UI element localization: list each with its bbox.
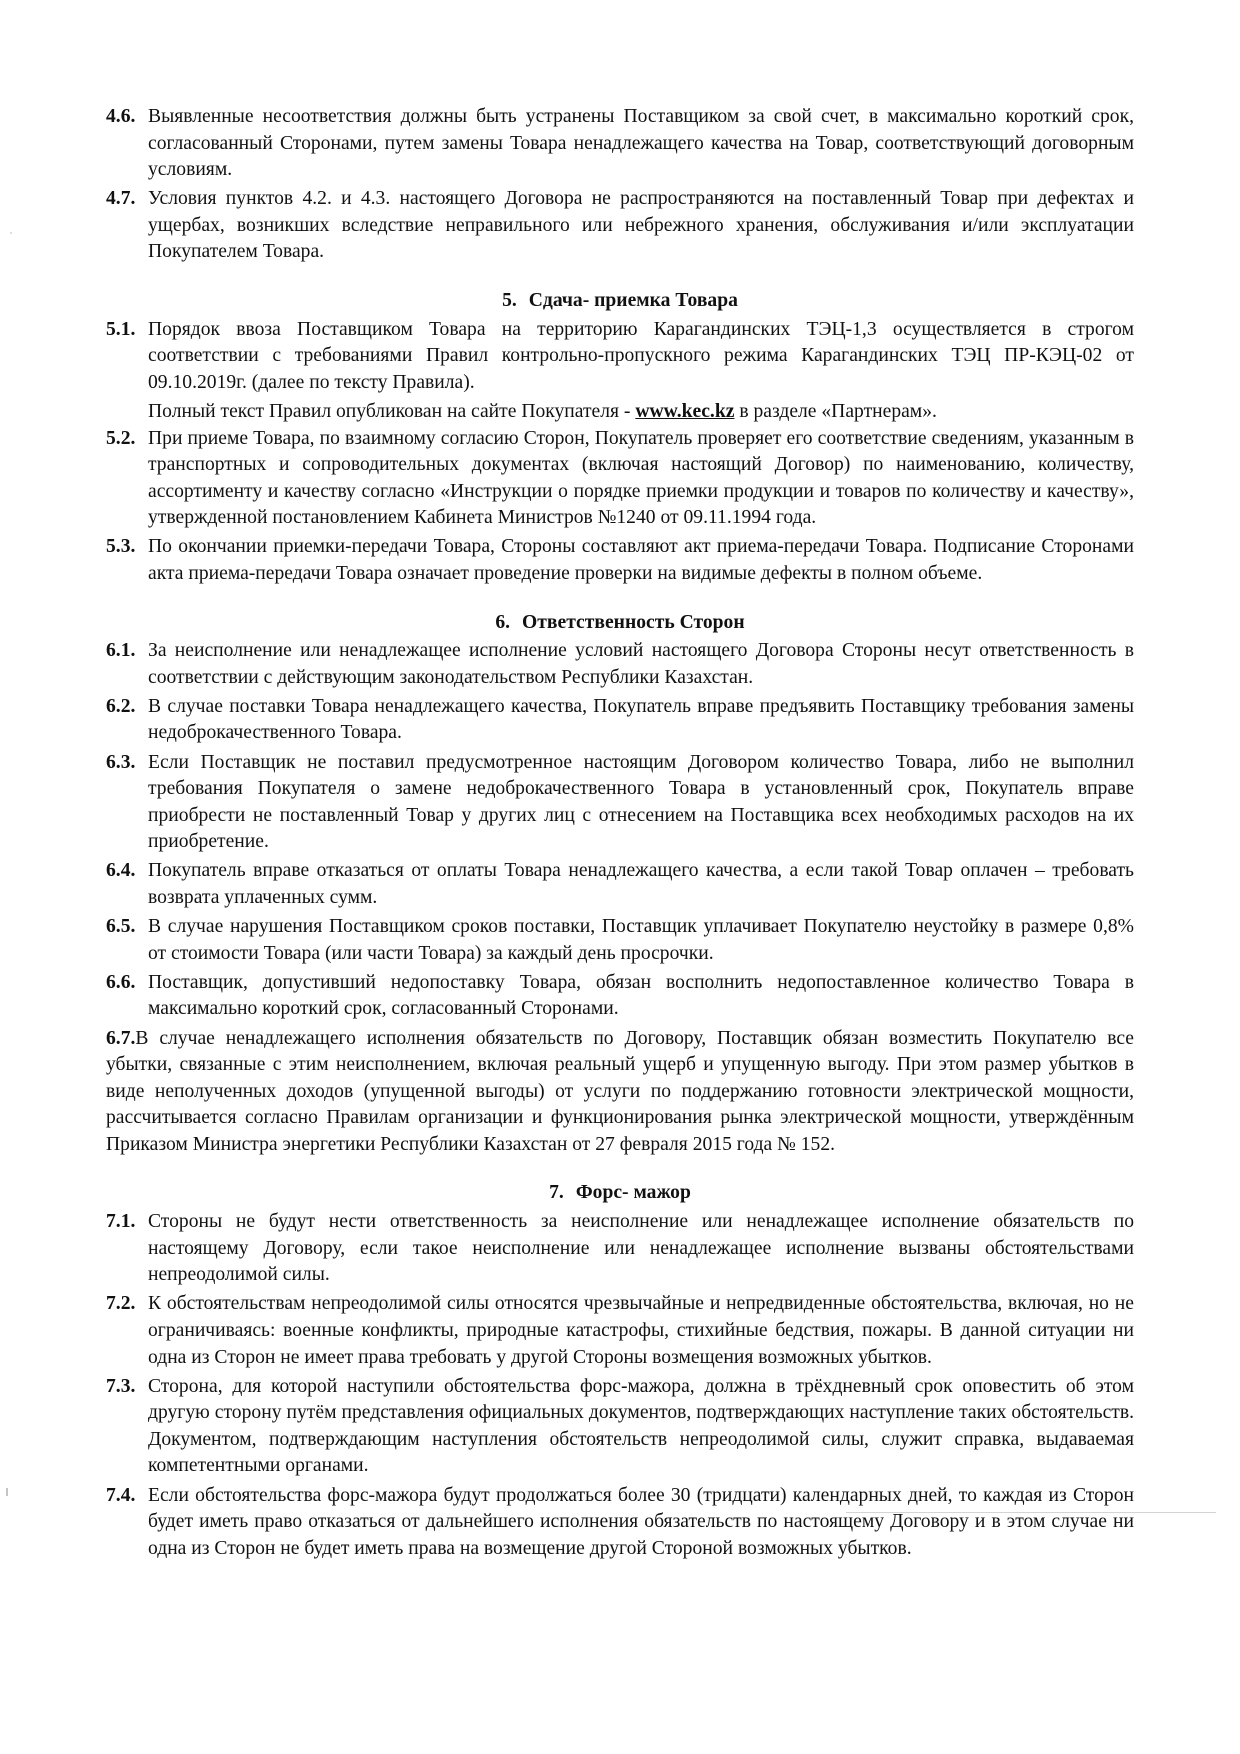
clause-number: 4.6.	[106, 106, 136, 127]
clause-7-1	[106, 1209, 1134, 1289]
clause-5-3	[106, 534, 1134, 587]
website-link[interactable]: www.kec.kz	[635, 400, 735, 422]
clause-6-6	[106, 970, 1134, 1023]
clause-number: 7.4.	[106, 1484, 136, 1506]
clause-text: Порядок ввоза Поставщиком Товара на территорию Карагандинских ТЭЦ-1,3 осуществляется в строгом соответствии с требованиями Правил контрольно-пропускного режима Карагандинских ТЭЦ ПР-КЭЦ-02 от 09.10.2019г. (далее по тексту Правила).	[148, 318, 1134, 393]
rules-note	[106, 399, 1134, 426]
clause-text: В случае ненадлежащего исполнения обязательств по Договору, Поставщик обязан возместить Покупателю все убытки, связанные с этим неисполнением, включая реальный ущерб и упущенную выгоду. При этом размер убытков в виде неполученных доходов (упущенной выгоды) от услуги по поддержанию готовности электрической мощности, рассчитывается согласно Правилам организации и функционирования рынка электрической мощности, утверждённым Приказом Министра энергетики Республики Казахстан от 27 февраля 2015 года № 152.	[106, 1027, 1134, 1155]
clause-text: Если обстоятельства форс-мажора будут продолжаться более 30 (тридцати) календарных дней, то каждая из Сторон будет иметь право отказаться от дальнейшего исполнения обязательств по настоящему Договору и в этом случае ни одна из Сторон не будет иметь права на возмещение другой Стороной возможных убытков.	[148, 1484, 1134, 1559]
clause-number: 7.3.	[106, 1375, 136, 1397]
clause-6-5	[106, 914, 1134, 967]
clause-7-2	[106, 1291, 1134, 1371]
clause-text: При приеме Товара, по взаимному согласию Сторон, Покупатель проверяет его соответствие сведениям, указанным в транспортных и сопроводительных документах (включая настоящий Договор) по наименованию, количеству, ассортименту и качеству согласно «Инструкции о порядке приемки продукции и товаров по количеству и качеству», утвержденной постановлением Кабинета Министров №1240 от 09.11.1994 года.	[148, 427, 1134, 529]
document-body	[106, 104, 1134, 1565]
clause-text: За неисполнение или ненадлежащее исполнение условий настоящего Договора Стороны несут ответственность в соответствии с действующим законодательством Республики Казахстан.	[148, 640, 1134, 688]
scan-dash-line	[846, 1512, 1216, 1513]
clause-number: 6.4.	[106, 860, 136, 882]
clause-number: 5.3.	[106, 536, 136, 558]
clause-number: 6.5.	[106, 916, 136, 938]
clause-text: К обстоятельствам непреодолимой силы относятся чрезвычайные и непредвиденные обстоятельства, включая, но не ограничиваясь: военные конфликты, природные катастрофы, стихийные бедствия, пожары. В данной ситуации ни одна из Сторон не имеет права требовать у другой Стороны возмещения возможных убытков.	[148, 1293, 1134, 1368]
section-heading-7	[106, 1180, 1134, 1207]
clause-6-4	[106, 858, 1134, 911]
clause-number: 5.1.	[106, 318, 136, 340]
clause-6-7	[106, 1026, 1134, 1159]
section-title: Сдача- приемка Товара	[528, 290, 738, 312]
rules-note-suffix: в разделе «Партнерам».	[734, 400, 937, 422]
clause-text: В случае нарушения Поставщиком сроков поставки, Поставщик уплачивает Покупателю неустойку в размере 0,8% от стоимости Товара (или части Товара) за каждый день просрочки.	[148, 916, 1134, 964]
clause-4-6	[106, 104, 1134, 184]
section-heading-5	[106, 288, 1134, 315]
clause-7-3	[106, 1374, 1134, 1480]
scan-speck	[10, 232, 12, 234]
clause-number: 6.3.	[106, 751, 136, 773]
clause-text: Выявленные несоответствия должны быть устранены Поставщиком за свой счет, в максимально короткий срок, согласованный Сторонами, путем замены Товара ненадлежащего качества на Товар, соответствующий договорным условиям.	[148, 106, 1134, 181]
clause-number: 6.2.	[106, 695, 136, 717]
clause-text: Поставщик, допустивший недопоставку Товара, обязан восполнить недопоставленное количество Товара в максимально короткий срок, согласованный Сторонами.	[148, 971, 1134, 1020]
section-title: Форс- мажор	[575, 1182, 691, 1204]
rules-note-prefix: Полный текст Правил опубликован на сайте Покупателя -	[148, 400, 636, 422]
section-number: 5.	[502, 290, 517, 312]
clause-number: 6.1.	[106, 640, 136, 662]
clause-5-2	[106, 426, 1134, 532]
clause-text: Условия пунктов 4.2. и 4.3. настоящего Договора не распространяются на поставленный Товар при дефектах и ущербах, возникших вследствие неправильного или небрежного хранения, обслуживания и/или эксплуатации Покупателем Товара.	[148, 188, 1134, 263]
clause-text: В случае поставки Товара ненадлежащего качества, Покупатель вправе предъявить Поставщику требования замены недоброкачественного Товара.	[148, 695, 1134, 744]
clause-number: 5.2.	[106, 427, 136, 449]
clause-number: 4.7.	[106, 188, 136, 210]
clause-text: Если Поставщик не поставил предусмотренное настоящим Договором количество Товара, либо не выполнил требования Покупателя о замене недоброкачественного Товара в установленный срок, Покупатель вправе приобрести не поставленный Товар у других лиц с отнесением на Поставщика всех необходимых расходов на их приобретение.	[148, 751, 1134, 853]
clause-6-1	[106, 638, 1134, 691]
section-title: Ответственность Сторон	[522, 611, 745, 633]
clause-text: Стороны не будут нести ответственность за неисполнение или ненадлежащее исполнение обязательств по настоящему Договору, если такое неисполнение или ненадлежащее исполнение вызваны обстоятельствами непреодолимой силы.	[148, 1211, 1134, 1286]
clause-number: 7.2.	[106, 1293, 136, 1315]
section-heading-6	[106, 610, 1134, 637]
section-number: 6.	[495, 611, 511, 633]
clause-text: Покупатель вправе отказаться от оплаты Товара ненадлежащего качества, а если такой Товар оплачен – требовать возврата уплаченных сумм.	[148, 860, 1134, 909]
clause-6-3	[106, 750, 1134, 856]
clause-text: Сторона, для которой наступили обстоятельства форс-мажора, должна в трёхдневный срок оповестить об этом другую сторону путём представления официальных документов, подтверждающих наступление таких обстоятельств. Документом, подтверждающим наступления обстоятельств непреодолимой силы, служит справка, выдаваемая компетентными органами.	[148, 1375, 1134, 1477]
clause-6-2	[106, 694, 1134, 747]
scan-speck	[6, 1488, 8, 1496]
clause-4-7	[106, 186, 1134, 266]
clause-number: 6.6.	[106, 971, 136, 993]
clause-text: По окончании приемки-передачи Товара, Стороны составляют акт приема-передачи Товара. Подписание Сторонами акта приема-передачи Товара означает проведение проверки на видимые дефекты в полном объеме.	[148, 536, 1134, 584]
clause-number: 6.7.	[106, 1027, 136, 1049]
clause-5-1	[106, 317, 1134, 397]
section-number: 7.	[549, 1182, 564, 1204]
clause-number: 7.1.	[106, 1211, 136, 1233]
clause-7-4	[106, 1483, 1134, 1563]
